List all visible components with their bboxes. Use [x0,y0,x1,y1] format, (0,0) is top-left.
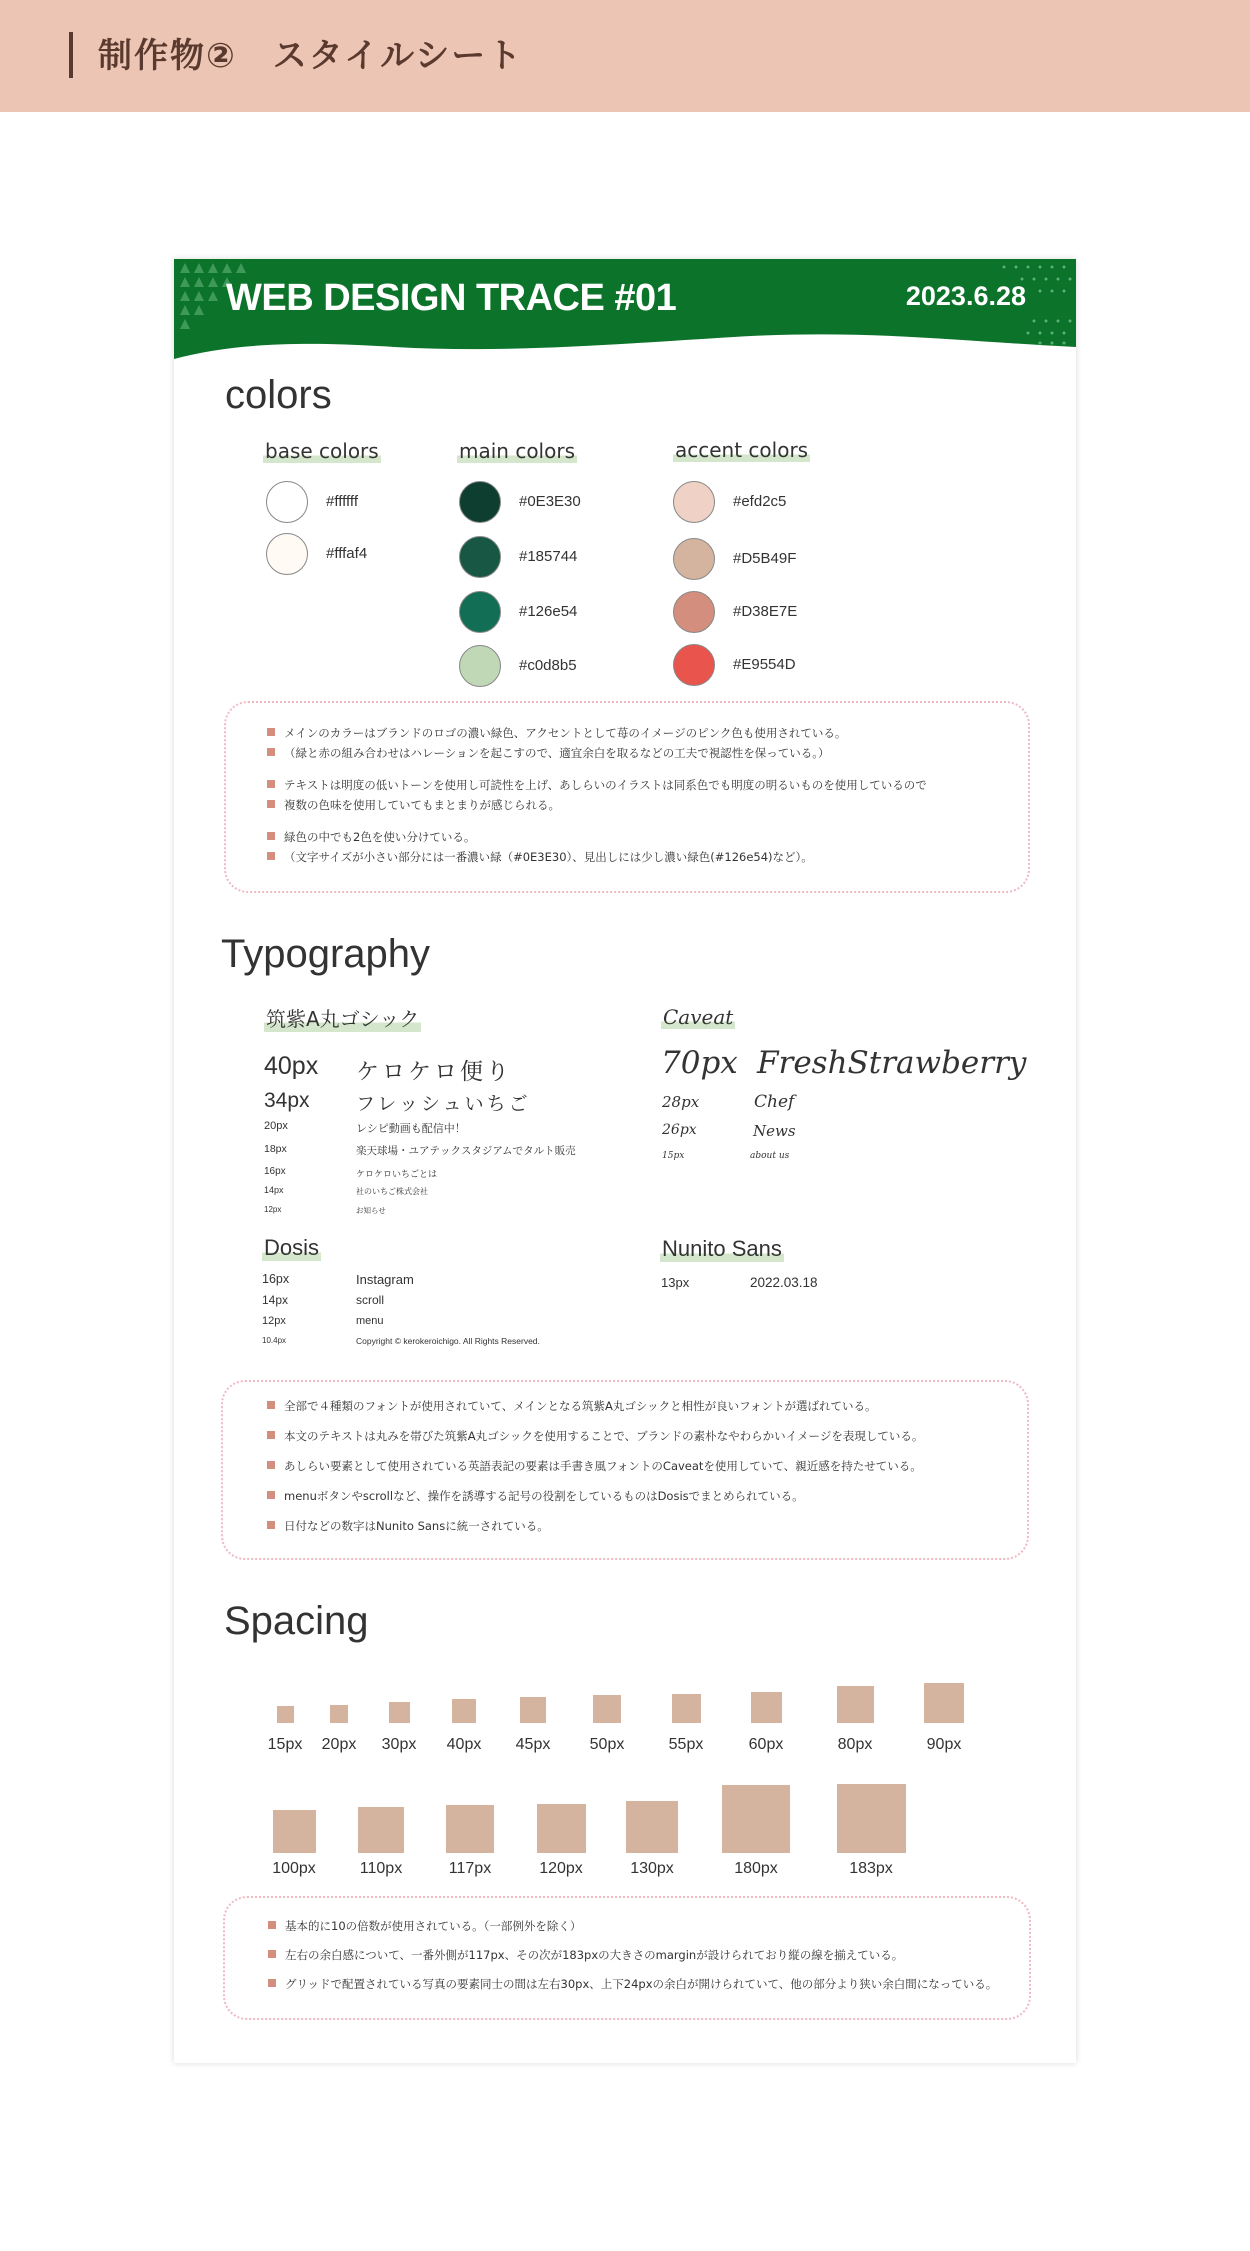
spacing-sample-box [389,1702,410,1723]
spacing-label: 117px [448,1860,492,1877]
nunito-size-13: 13px [661,1275,690,1290]
chikushi-size-14: 14px [264,1185,284,1195]
main-swatch-label: #0E3E30 [519,493,581,510]
banner-title: WEB DESIGN TRACE #01 [226,277,677,319]
accent-swatch-label: #D5B49F [733,550,797,567]
spacing-note: 基本的に10の倍数が使用されている。（一部例外を除く） [285,1916,581,1936]
spacing-note: グリッドで配置されている写真の要素同士の間は左右30px、上下24pxの余白が開けられていて、他の部分より狭い余白間になっている。 [285,1974,997,1994]
dosis-sample-16: Instagram [356,1272,414,1287]
colors-note-continued: （緑と赤の組み合わせはハレーションを起こすので、適宜余白を取るなどの工夫で視認性を保っている。） [284,743,830,763]
chikushi-sample-16: ケロケロいちごとは [356,1170,438,1180]
accent-swatch [673,538,715,580]
main-swatch [459,481,501,523]
colors-notes-box [224,701,1030,893]
nunito-font-title: Nunito Sans [662,1236,782,1261]
style-sheet [174,259,1076,2063]
accent-swatch [673,591,715,633]
accent-swatch [673,481,715,523]
caveat-size-26: 26px [662,1122,697,1138]
spacing-label: 40px [446,1736,482,1753]
dosis-sample-10: Copyright © kerokeroichigo. All Rights Reserved. [356,1336,540,1346]
spacing-sample-box [537,1804,586,1853]
chikushi-size-18: 18px [264,1143,287,1155]
main-swatch [459,645,501,687]
spacing-label: 183px [849,1860,893,1877]
caveat-font-title: Caveat [663,1005,734,1029]
nunito-sample-13: 2022.03.18 [750,1275,818,1290]
base-swatch [266,533,308,575]
colors-note: テキストは明度の低いトーンを使用し可読性を上げ、あしらいのイラストは同系色でも明度の明るいものを使用しているので [284,775,927,795]
chikushi-sample-14: 社のいちご株式会社 [356,1187,428,1196]
chikushi-sample-18: 楽天球場・ユアテックスタジアムでタルト販売 [356,1145,576,1157]
colors-note: 緑色の中でも2色を使い分けている。 [284,827,475,847]
chikushi-size-20: 20px [264,1120,288,1132]
spacing-notes-box [223,1896,1031,2020]
banner [174,259,1076,359]
accent-swatch [673,644,715,686]
caveat-sample-26: News [753,1122,796,1140]
spacing-sample-box [837,1784,906,1853]
spacing-sample-box [924,1683,964,1723]
dosis-size-12: 12px [262,1315,286,1327]
spacing-label: 110px [359,1860,403,1877]
spacing-label: 50px [589,1736,625,1753]
main-colors-title: main colors [459,439,575,463]
dosis-font-title: Dosis [264,1235,320,1260]
colors-note-continued: （文字サイズが小さい部分には一番濃い緑（#0E3E30）、見出しには少し濃い緑色(#126e54)など）。 [284,847,813,867]
main-swatch-label: #126e54 [519,603,578,620]
main-swatch [459,536,501,578]
base-swatch-label: #fffaf4 [326,545,368,562]
spacing-label: 130px [630,1860,674,1877]
main-swatch [459,591,501,633]
chikushi-sample-40: ケロケロ便り [356,1059,512,1085]
chikushi-size-34: 34px [264,1089,310,1112]
spacing-sample-box [358,1807,404,1853]
main-swatch-label: #185744 [519,548,578,565]
spacing-label: 45px [515,1736,551,1753]
spacing-label: 20px [321,1736,357,1753]
caveat-size-70: 70px [661,1045,738,1081]
colors-heading: colors [225,373,332,417]
spacing-label: 180px [734,1860,778,1877]
spacing-label: 80px [837,1736,873,1753]
chikushi-size-16: 16px [264,1166,286,1177]
spacing-label: 15px [267,1736,303,1753]
base-colors-title: base colors [265,439,379,463]
accent-swatch-label: #efd2c5 [733,493,787,510]
typography-note: 本文のテキストは丸みを帯びた筑紫A丸ゴシックを使用することで、ブランドの素朴なやわらかいイメージを表現している。 [284,1426,923,1446]
spacing-sample-box [277,1706,294,1723]
spacing-sample-box [751,1692,782,1723]
caveat-sample-28: Chef [754,1092,795,1112]
main-swatch-label: #c0d8b5 [519,657,577,674]
spacing-sample-box [330,1705,348,1723]
base-swatch [266,481,308,523]
chikushi-size-12: 12px [264,1205,282,1214]
spacing-note: 左右の余白感について、一番外側が117px、その次が183pxの大きさのmarginが設けられており縦の線を揃えている。 [285,1945,903,1965]
spacing-sample-box [520,1697,546,1723]
typography-note: 全部で４種類のフォントが使用されていて、メインとなる筑紫A丸ゴシックと相性が良いフォントが選ばれている。 [284,1396,877,1416]
typography-note: 日付などの数字はNunito Sansに統一されている。 [284,1516,549,1536]
caveat-size-28: 28px [662,1093,700,1111]
spacing-label: 30px [381,1736,417,1753]
dosis-size-10: 10.4px [262,1336,287,1345]
typography-note: menuボタンやscrollなど、操作を誘導する記号の役割をしているものはDosisでまとめられている。 [284,1486,804,1506]
spacing-label: 120px [539,1860,583,1877]
spacing-label: 100px [272,1860,316,1877]
spacing-heading: Spacing [224,1599,369,1643]
spacing-label: 60px [748,1736,784,1753]
banner-date: 2023.6.28 [905,281,1026,311]
chikushi-sample-20: レシピ動画も配信中！ [356,1122,466,1135]
spacing-sample-box [626,1801,678,1853]
spacing-sample-box [672,1694,701,1723]
colors-note-continued: 複数の色味を使用していてもまとまりが感じられる。 [284,795,560,815]
chikushi-sample-12: お知らせ [356,1206,386,1215]
spacing-sample-box [273,1810,316,1853]
spacing-label: 55px [668,1736,704,1753]
spacing-sample-box [446,1805,494,1853]
header-accent-bar [69,32,73,78]
chikushi-size-40: 40px [264,1052,319,1080]
accent-swatch-label: #E9554D [733,656,796,673]
caveat-size-15: 15px [662,1151,685,1161]
accent-colors-title: accent colors [675,438,809,462]
spacing-sample-box [452,1699,476,1723]
base-swatch-label: #ffffff [326,493,358,510]
page-header [0,0,1250,112]
dosis-sample-14: scroll [356,1293,385,1307]
caveat-sample-15: about us [750,1151,790,1161]
typography-notes-box [221,1380,1029,1560]
dosis-sample-12: menu [356,1315,384,1327]
page-title: 制作物② スタイルシート [98,36,524,76]
chikushi-sample-34: フレッシュいちご [356,1093,531,1115]
caveat-sample-70: FreshStrawberry [757,1045,1027,1081]
dosis-size-14: 14px [262,1293,289,1307]
typography-note: あしらい要素として使用されている英語表記の要素は手書き風フォントのCaveatを使用していて、親近感を持たせている。 [284,1456,922,1476]
dosis-size-16: 16px [262,1272,290,1286]
accent-swatch-label: #D38E7E [733,603,798,620]
chikushi-font-title: 筑紫A丸ゴシック [264,1003,421,1032]
spacing-sample-box [593,1695,621,1723]
spacing-sample-box [837,1686,874,1723]
spacing-label: 90px [926,1736,962,1753]
typography-heading: Typography [221,932,431,976]
colors-note: メインのカラーはブランドのロゴの濃い緑色、アクセントとして苺のイメージのピンク色も使用されている。 [284,723,846,743]
spacing-sample-box [722,1785,790,1853]
